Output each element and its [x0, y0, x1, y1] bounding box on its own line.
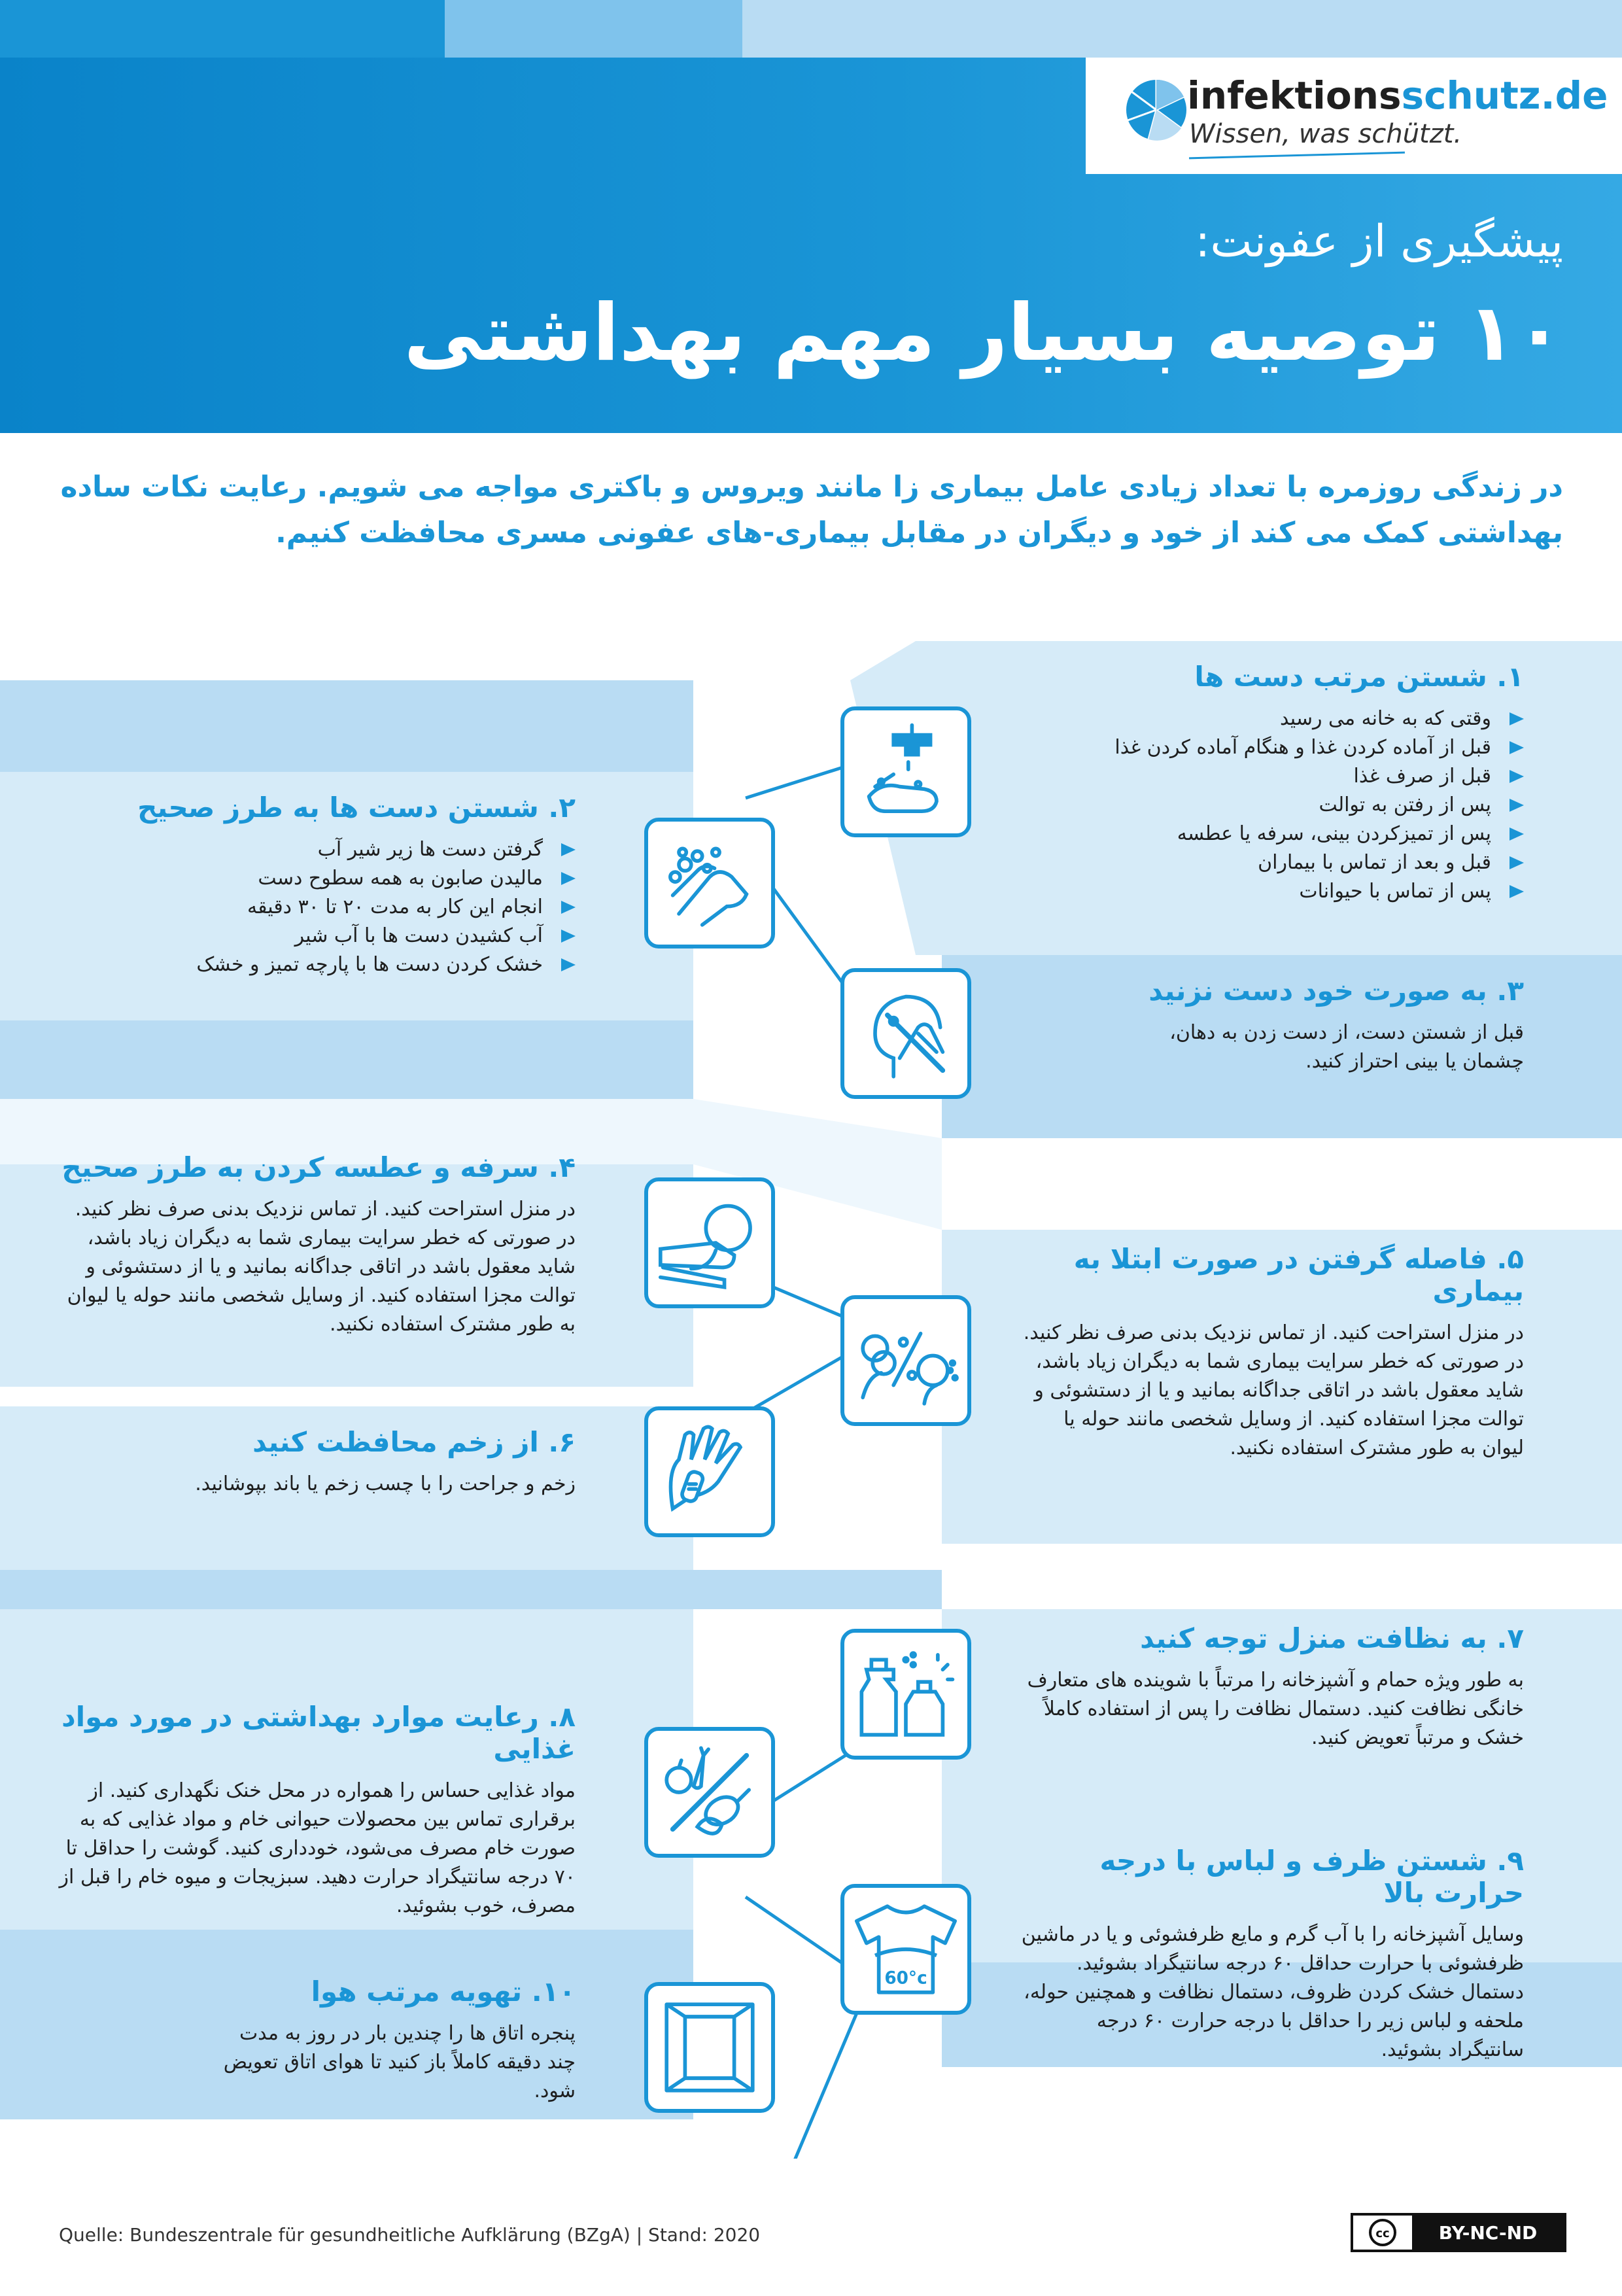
tip-5-block [1020, 1243, 1524, 1463]
tip-3-title: ۳. به صورت خود دست نزنید [1148, 975, 1524, 1007]
cleaning-bottles-icon [840, 1629, 971, 1760]
cc-icon [1353, 2216, 1412, 2250]
list-item: وقتی که به خانه می رسید [1033, 704, 1524, 733]
source-footer: Quelle: Bundeszentrale für gesundheitliche Aufklärung (BZgA) | Stand: 2020 [59, 2224, 761, 2246]
umbrella-logo-icon [1124, 77, 1189, 143]
list-item: قبل از آماده کردن غذا و هنگام آماده کردن غذا [1033, 733, 1524, 762]
tap-handwash-icon [840, 706, 971, 837]
tip-8-text: مواد غذایی حساس را همواره در محل خنک نگهداری کنید. از برقراری تماس بین محصولات حیوانی خام و مواد غذایی که به صورت خام مصرف می‌شود، خودداری کنید. گوشت را حداقل تا ۷۰ درجه سانتیگراد حرارت دهید. سبزیجات و میوه خام را قبل از مصرف، خوب بشوئید. [59, 1779, 576, 1917]
tip-3-block [1033, 975, 1524, 1076]
tip-7-block [1020, 1622, 1524, 1752]
tip-2-block [98, 791, 576, 979]
tip-9-text: وسایل آشپزخانه را با آب گرم و مایع ظرفشوئی و یا در ماشین ظرفشوئی با حرارت حداقل ۶۰ درجه سانتیگراد بشوئید. دستمال خشک کردن ظروف، دستمال نظافت و همچنین حوله، ملحفه و لباس زیر را حداقل با درجه حرارت ۶۰ درجه سانتیگراد بشوئید. [1021, 1923, 1524, 2061]
license-text: BY-NC-ND [1412, 2216, 1564, 2250]
list-item: پس از تمیزکردن بینی، سرفه یا عطسه [1033, 820, 1524, 848]
tip-6-title: ۶. از زخم محافظت کنید [252, 1426, 576, 1458]
tip-2-list [98, 835, 576, 979]
list-item: خشک کردن دست ها با پارچه تمیز و خشک [98, 950, 576, 979]
tip-7-title: ۷. به نظافت منزل توجه کنید [1140, 1622, 1524, 1654]
top-stripe-2 [445, 0, 742, 58]
intro-text: در زندگی روزمره با تعداد زیادی عامل بیماری زا مانند ویروس و باکتری مواجه می شویم. رعایت نکات ساده بهداشتی کمک می کند از خود و دیگران در مقابل بیماری-های عفونی مسری محافظت کنیم. [60, 470, 1563, 549]
tip-1-list [1033, 704, 1524, 906]
tip-8-block [52, 1701, 576, 1921]
tip-7-text: به طور ویژه حمام و آشپزخانه را مرتباً با شوینده های متعارف خانگی نظافت کنید. دستمال نظافت را پس از استفاده کاملاً خشک و مرتباً تعویض کنید. [1027, 1669, 1524, 1749]
list-item: قبل از صرف غذا [1033, 762, 1524, 791]
tip-10-title: ۱۰. تهویه مرتب هوا [311, 1975, 576, 2008]
tip-10-text: پنجره اتاق ها را چندین بار در روز به مدت چند دقیقه کاملاً باز کنید تا هوای اتاق تعویض شود. [223, 2022, 576, 2102]
list-item: قبل و بعد از تماس با بیماران [1033, 848, 1524, 877]
sneeze-elbow-icon [644, 1177, 775, 1308]
tip-1-title: ۱. شستن مرتب دست ها [1194, 661, 1524, 693]
list-item: آب کشیدن دست ها با آب شیر [98, 922, 576, 950]
page-title: ۱۰ توصیه بسیار مهم بهداشتی [404, 288, 1563, 379]
logo-tagline: Wissen, was schützt. [1189, 119, 1462, 149]
distance-icon [840, 1295, 971, 1426]
tip-4-text: در منزل استراحت کنید. از تماس نزدیک بدنی صرف نظر کنید. در صورتی که خطر سرایت بیماری شما به دیگران زیاد باشد، شاید معقول باشد در اتاقی جداگانه بمانید و یا از دستشوئی و توالت مجزا استفاده کنید. از وسایل شخصی مانند حوله یا لیوان به طور مشترک استفاده نکنید. [67, 1198, 576, 1336]
tip-5-text: در منزل استراحت کنید. از تماس نزدیک بدنی صرف نظر کنید. در صورتی که خطر سرایت بیماری شما به دیگران زیاد باشد، شاید معقول باشد در اتاقی جداگانه بمانید و یا از دستشوئی و توالت مجزا استفاده کنید. از وسایل شخصی مانند حوله یا لیوان به طور مشترک استفاده نکنید. [1023, 1321, 1524, 1459]
list-item: گرفتن دست ها زیر شیر آب [98, 835, 576, 864]
list-item: انجام این کار به مدت ۲۰ تا ۳۰ دقیقه [98, 893, 576, 922]
tip-9-title: ۹. شستن ظرف و لباس با درجه حرارت بالا [1099, 1845, 1524, 1909]
tip-10-block [216, 1975, 576, 2106]
tip-4-title: ۴. سرفه و عطسه کردن به طرز صحیح [61, 1151, 576, 1183]
no-face-touch-icon [840, 968, 971, 1099]
top-stripe-3 [742, 0, 1622, 58]
tip-6-text: زخم و جراحت را با چسب زخم یا باند بپوشانید. [195, 1472, 576, 1495]
tshirt-temperature-label: 60°c [884, 1968, 927, 1989]
license-badge [1351, 2213, 1566, 2252]
bandage-hand-icon [644, 1406, 775, 1537]
svg-text:cc: cc [1375, 2227, 1390, 2240]
tip-1-block [1033, 661, 1524, 906]
list-item: پس از تماس با حیوانات [1033, 877, 1524, 906]
list-item: پس از رفتن به توالت [1033, 791, 1524, 820]
logo-wordmark: infektionsschutz.de [1187, 73, 1608, 118]
soap-hands-icon [644, 818, 775, 948]
food-separation-icon [644, 1727, 775, 1858]
top-stripe-1 [0, 0, 445, 58]
tip-6-block [59, 1426, 576, 1499]
tip-4-block [59, 1151, 576, 1339]
tip-8-title: ۸. رعایت موارد بهداشتی در مورد مواد غذایی [61, 1701, 576, 1765]
tip-9-block [1020, 1845, 1524, 2064]
window-icon [644, 1982, 775, 2113]
tshirt-60-icon [840, 1884, 971, 2015]
tip-2-title: ۲. شستن دست ها به طرز صحیح [137, 791, 576, 824]
page-subtitle: پیشگیری از عفونت: [1195, 216, 1563, 268]
tip-3-text: قبل از شستن دست، از دست زدن به دهان، چشمان یا بینی احتراز کنید. [1169, 1021, 1524, 1073]
list-item: مالیدن صابون به همه سطوح دست [98, 864, 576, 893]
tip-5-title: ۵. فاصله گرفتن در صورت ابتلا به بیماری [1073, 1243, 1524, 1307]
